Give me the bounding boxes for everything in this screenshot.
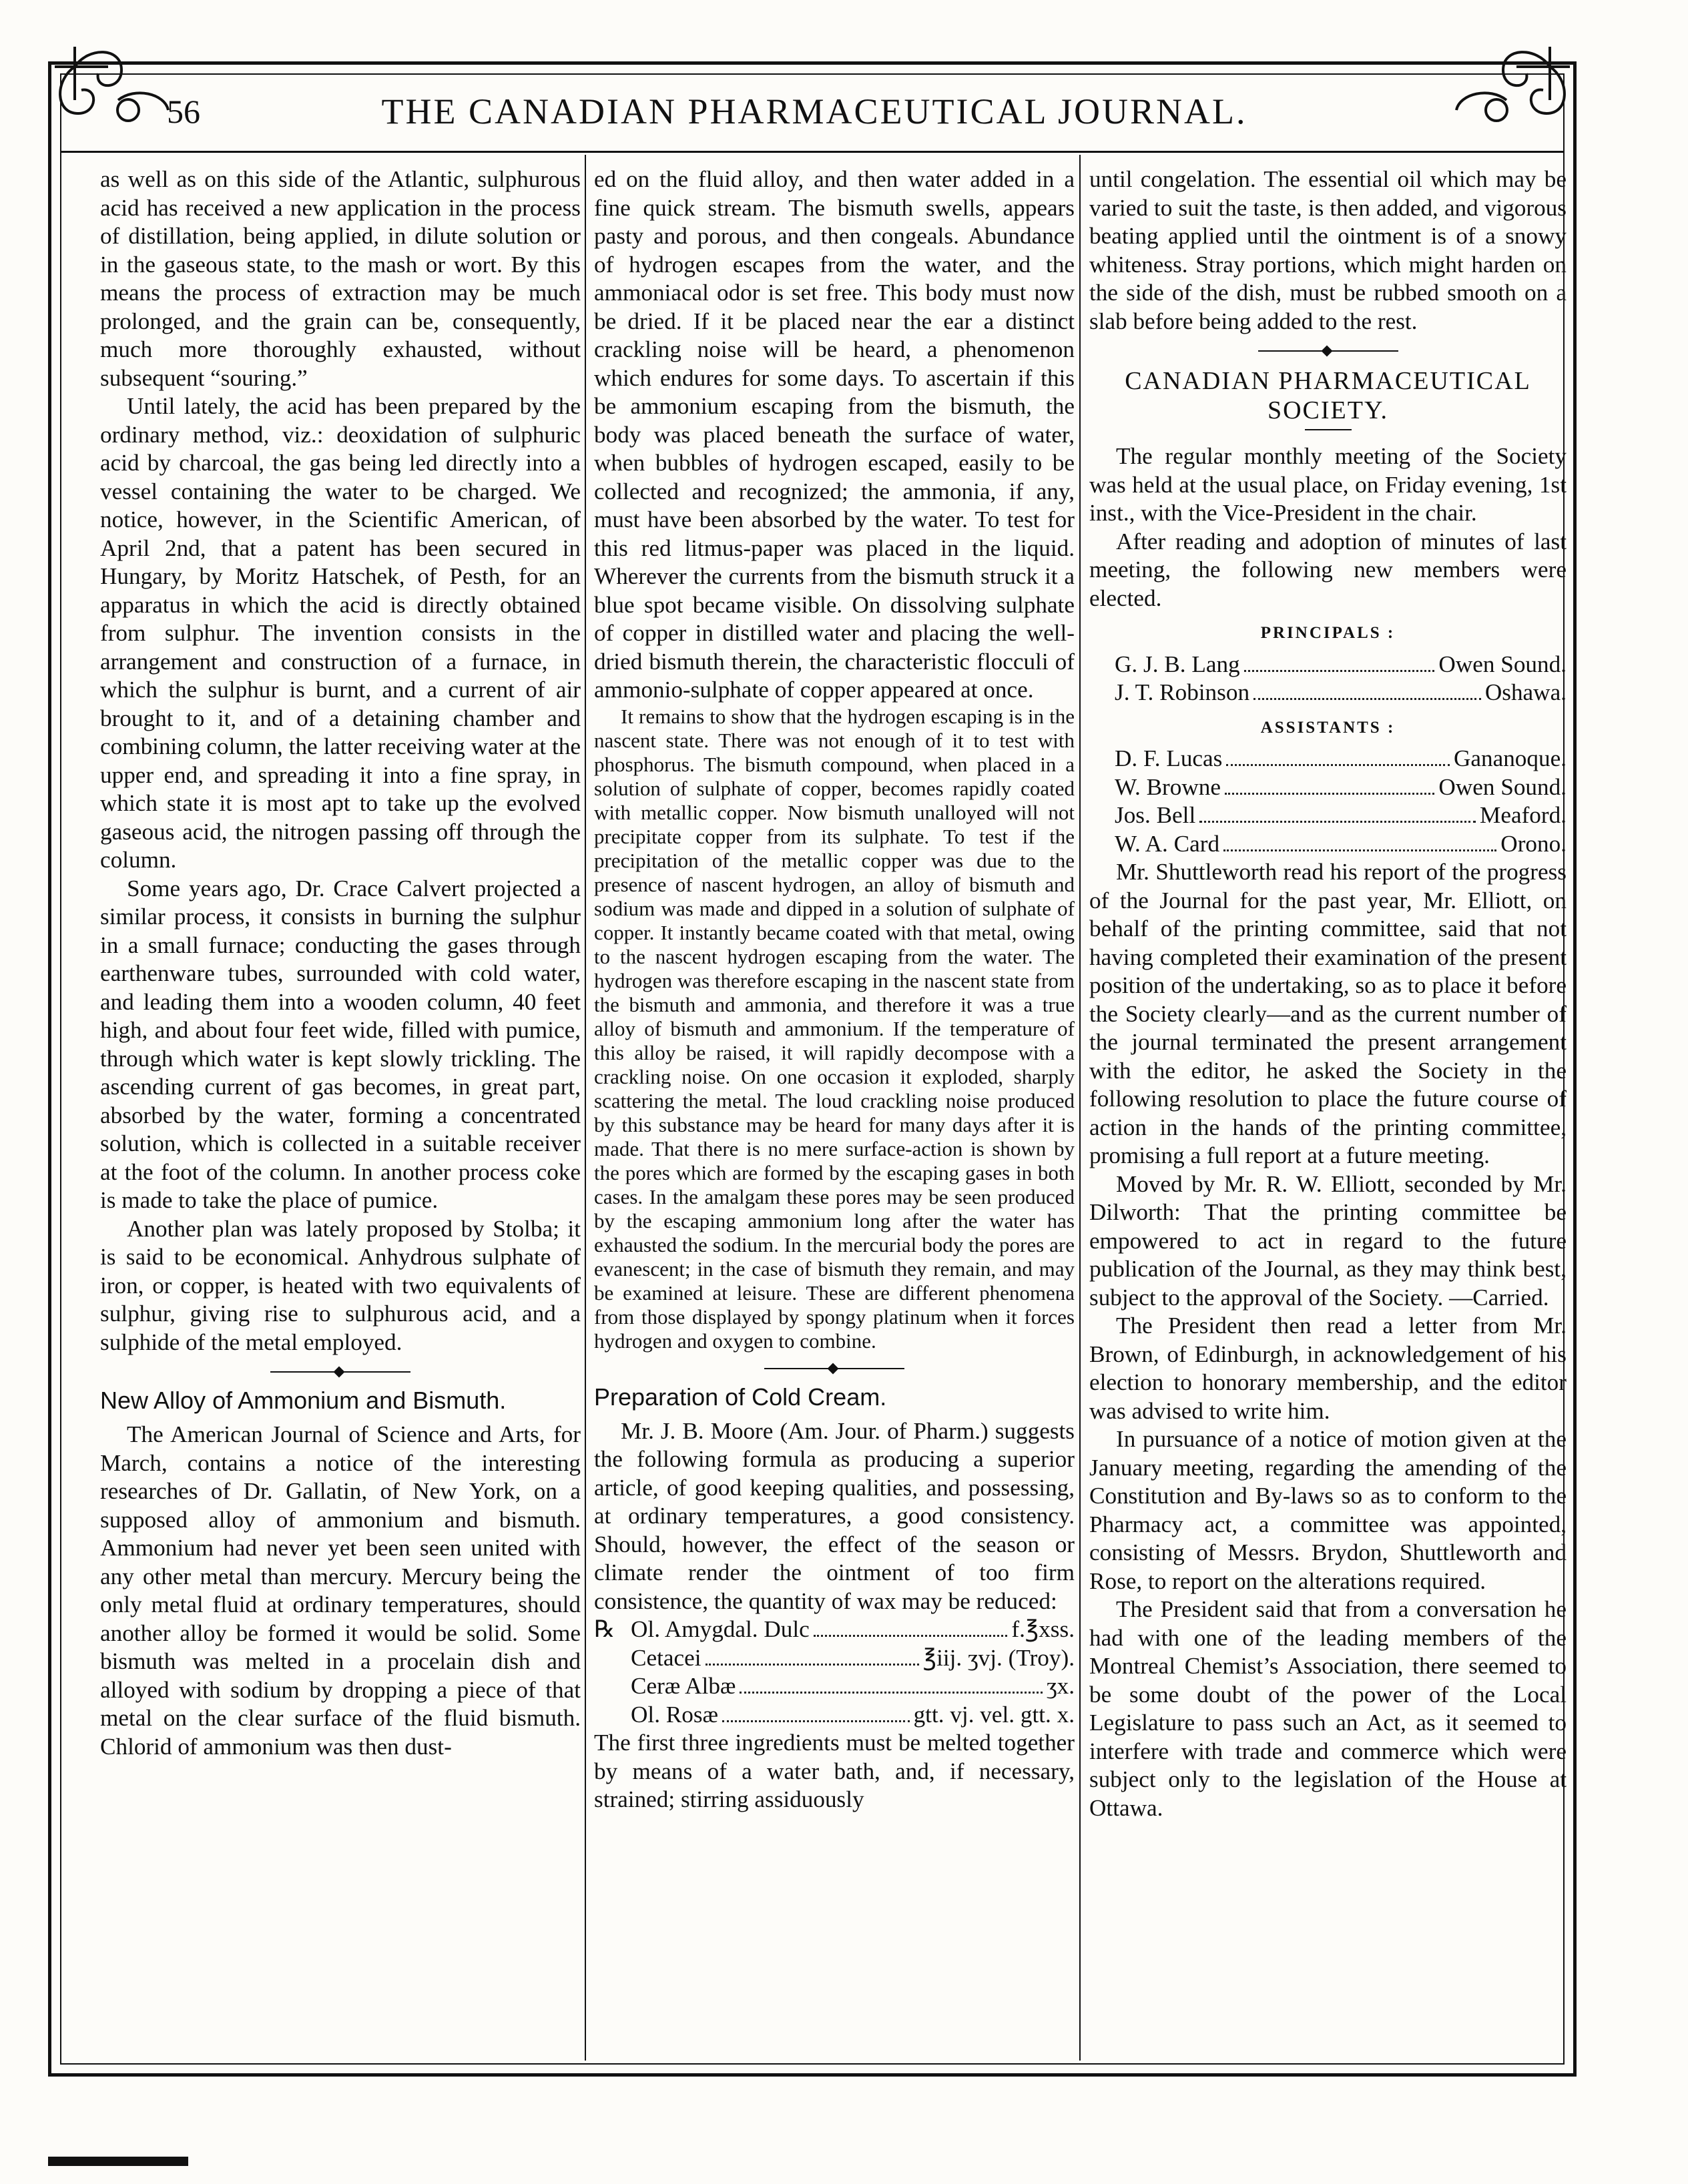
member-row [1089,745,1567,773]
paragraph: until congelation. The essential oil which may be varied to suit the taste, is then added, and vigorous beating applied until the ointment is of a snowy whiteness. Stray portions, which might harden on the side of the dish, must be rubbed smooth on a slab before being added to the rest. [1089,166,1567,334]
formula-line [594,1701,1075,1730]
formula-ingredient: Ol. Amygdal. Dulc [631,1616,810,1642]
member-name: G. J. B. Lang [1115,651,1240,677]
paragraph: The first three ingredients must be melted together by means of a water bath, and, if necessary, strained; stirring assiduously [594,1730,1075,1812]
formula-quantity: ʒx. [1046,1673,1075,1699]
leader-dots [722,1720,910,1722]
column-2 [594,165,1075,1814]
article-heading: Preparation of Cold Cream. [594,1383,887,1411]
member-row [1089,773,1567,802]
member-place: Orono. [1500,830,1567,857]
column-3 [1089,165,1567,1822]
member-place: Meaford. [1480,802,1567,828]
formula-line [594,1672,1075,1701]
leader-dots [740,1692,1043,1694]
leader-dots [1225,793,1434,795]
member-row [1089,651,1567,679]
member-name: Jos. Bell [1115,802,1196,828]
header-rule [60,151,1565,153]
paragraph: It remains to show that the hydrogen escaping is in the nascent state. There was not enough of it to test with phosphorus. The bismuth compound, when placed in a solution of sulphate of copper, becomes rapidly coated with metallic copper. Now bismuth unalloyed will not precipitate copper from its sulphate. To test if the precipitation of the metallic copper was due to the presence of nascent hydrogen, an alloy of bismuth and sodium was made and dipped in a solution of sulphate of copper. It instantly became coated with that metal, owing to the nascent hydrogen escaping from the water. The hydrogen was therefore escaping in the nascent state from the bismuth and ammonia, and therefore it was a true alloy of bismuth and ammonium. If the temperature of this alloy be raised, it will rapidly decompose with a crackling noise. On one occasion it exploded, sharply scattering the metal. The loud crackling noise produced by this substance may be heard for many days after it is made. That there is no mere surface-action is shown by the pores which are formed by the escaping gases in both cases. In the amalgam these pores may be seen produced by the escaping ammonium long after the water has exhausted the sodium. In the mercurial body the pores are evanescent; in the case of bismuth they remain, and may be examined at leisure. These are different phenomena from those displayed by spongy platinum when it forces hydrogen and oxygen to combine. [594,704,1075,1353]
paragraph: Mr. Shuttleworth read his report of the progress of the Journal for the past year, Mr. Elliott, on behalf of the printing committee, said that not having completed their examination of the present position of the undertaking, so as to place it before the Society clearly—and as the current number of the journal terminated the present arrangement with the editor, he asked the Society in the following resolution to place the future course of action in the hands of the printing committee, promising a full report at a future meeting. [1089,859,1567,1168]
leader-dots [1223,849,1496,851]
member-name: W. Browne [1115,773,1221,800]
member-place: Owen Sound. [1438,773,1567,800]
formula-line [594,1644,1075,1673]
formula-line [594,1615,1075,1644]
formula-ingredient: Ol. Rosæ [631,1701,719,1728]
assistants-label: ASSISTANTS : [1260,718,1396,737]
paragraph: The President said that from a conversation he had with one of the leading members of the Montreal Chemist’s Association, there seemed to be some doubt of the power of the Local Legislature to pass such an Act, as it seemed to interfere with trade and commerce which were subject only to the legislation of the House at Ottawa. [1089,1596,1567,1821]
column-1 [100,165,581,1761]
paragraph: Until lately, the acid has been prepared by the ordinary method, viz.: deoxidation of sulphuric acid by charcoal, the gas being led directly into a vessel containing the water to be charged. We notice, however, in the Scientific American, of April 2nd, that a patent has been secured in Hungary, by Moritz Hatschek, of Pesth, for an apparatus in which the acid is directly obtained from sulphur. The invention consists in the arrangement and construction of a furnace, in which the sulphur is burnt, and a current of air brought to it, and of a detaining chamber and combining column, the latter receiving water at the upper end, and spreading it into a fine spray, in which state it is most apt to take up the evolved gaseous acid, the nitrogen passing off through the column. [100,393,581,873]
member-place: Oshawa. [1484,679,1567,705]
member-name: J. T. Robinson [1115,679,1250,705]
rx-symbol: ℞ [594,1616,615,1642]
section-heading [1089,366,1567,425]
section-divider [1258,350,1398,352]
section-heading-line: SOCIETY. [1267,396,1389,424]
column-divider [585,155,586,2061]
paragraph: Another plan was lately proposed by Stolba; it is said to be economical. Anhydrous sulphate of iron, or copper, is heated with two equivalents of sulphur, giving rise to sulphurous acid, and a sulphide of the metal employed. [100,1215,581,1355]
page-number: 56 [167,93,200,130]
paragraph: ed on the fluid alloy, and then water added in a fine quick stream. The bismuth swells, appears pasty and porous, and then congeals. Abundance of hydrogen escapes from the water, and the ammoniacal odor is set free. This body must now be dried. If it be placed near the ear a distinct crackling noise will be heard, a phenomenon which endures for some days. To ascertain if this be ammonium escaping from the bismuth, the body was placed beneath the surface of water, when bubbles of hydrogen escaped, easily to be collected and recognized; the ammonia, if any, must have been absorbed by the water. To test for this red litmus-paper was placed in the liquid. Wherever the currents from the bismuth struck it a blue spot became visible. On dissolving sulphate of copper in distilled water and placing the well-dried bismuth therein, the characteristic flocculi of ammonio-sulphate of copper appeared at once. [594,166,1075,703]
paragraph: Mr. J. B. Moore (Am. Jour. of Pharm.) suggests the following formula as producing a superior article, of good keeping qualities, and possessing, at ordinary temperatures, a good consistency. Should, however, the effect of the season or climate render the ointment of too firm consistence, the quantity of wax may be reduced: [594,1417,1075,1614]
section-divider [270,1371,410,1373]
page-header [147,81,1482,141]
formula-quantity: f.℥xss. [1011,1616,1075,1642]
member-place: Gananoque. [1453,745,1567,771]
leader-dots [1199,821,1476,823]
member-row [1089,679,1567,707]
member-row [1089,830,1567,859]
leader-dots [1253,698,1481,700]
paragraph: The regular monthly meeting of the Society was held at the usual place, on Friday evening, 1st inst., with the Vice-President in the chair. [1089,443,1567,526]
section-heading-line: CANADIAN PHARMACEUTICAL [1125,367,1531,395]
journal-title: THE CANADIAN PHARMACEUTICAL JOURNAL. [381,91,1247,131]
paragraph: Moved by Mr. R. W. Elliott, seconded by Mr. Dilworth: That the printing committee be empowered to act in regard to the future publication of the Journal, as they may think best, subject to the approval of the Society. —Carried. [1089,1170,1567,1311]
member-name: W. A. Card [1115,830,1220,857]
member-name: D. F. Lucas [1115,745,1223,771]
formula-quantity: ℥iij. ʒvj. (Troy). [922,1644,1075,1671]
paragraph: as well as on this side of the Atlantic, sulphurous acid has received a new application in the process of distillation, being applied, in dilute solution or in the gaseous state, to the mash or wort. By this means the process of extraction may be much prolonged, and the grain can be, consequently, much more thoroughly exhausted, without subsequent “souring.” [100,166,581,391]
formula-quantity: gtt. vj. vel. gtt. x. [913,1701,1075,1728]
section-divider [764,1368,904,1369]
formula-ingredient: Cetacei [631,1644,701,1671]
principals-label: PRINCIPALS : [1260,624,1396,642]
leader-dots [1226,764,1450,766]
formula-ingredient: Ceræ Albæ [631,1673,736,1699]
footer-mark [48,2157,188,2166]
paragraph: In pursuance of a notice of motion given at the January meeting, regarding the amending of the Constitution and By-laws so as to conform to the Pharmacy act, a committee was appointed, consisting of Messrs. Brydon, Shuttleworth and Rose, to report on the alterations required. [1089,1426,1567,1594]
leader-dots [1244,670,1435,672]
column-divider [1079,155,1081,2061]
leader-dots [706,1664,919,1666]
paragraph: The President then read a letter from Mr. Brown, of Edinburgh, in acknowledgement of his election to honorary membership, and the editor was advised to write him. [1089,1313,1567,1424]
heading-rule [1305,429,1352,430]
paragraph: The American Journal of Science and Arts, for March, contains a notice of the interesting researches of Dr. Gallatin, of New York, on a supposed alloy of ammonium and bismuth. Ammonium had never yet been seen united with any other metal than mercury. Mercury being the only metal fluid at ordinary temperatures, should another alloy be formed it would be solid. Some bismuth was melted in a procelain dish and alloyed with sodium by dropping a piece of that metal on the clear surface of the fluid bismuth. Chlorid of ammonium was then dust- [100,1421,581,1760]
paragraph: After reading and adoption of minutes of last meeting, the following new members were elected. [1089,528,1567,611]
paragraph: Some years ago, Dr. Crace Calvert projected a similar process, it consists in burning the sulphur in a small furnace; conducting the gases through earthenware tubes, surrounded with cold water, and leading them into a wooden column, 40 feet high, and about four feet wide, filled with pumice, through which water is kept slowly trickling. The ascending current of gas becomes, in great part, absorbed by the water, forming a concentrated solution, which is collected in a suitable receiver at the foot of the column. In another process coke is made to take the place of pumice. [100,875,581,1213]
leader-dots [814,1635,1008,1637]
member-row [1089,801,1567,830]
member-place: Owen Sound. [1438,651,1567,677]
article-heading: New Alloy of Ammonium and Bismuth. [100,1387,507,1414]
